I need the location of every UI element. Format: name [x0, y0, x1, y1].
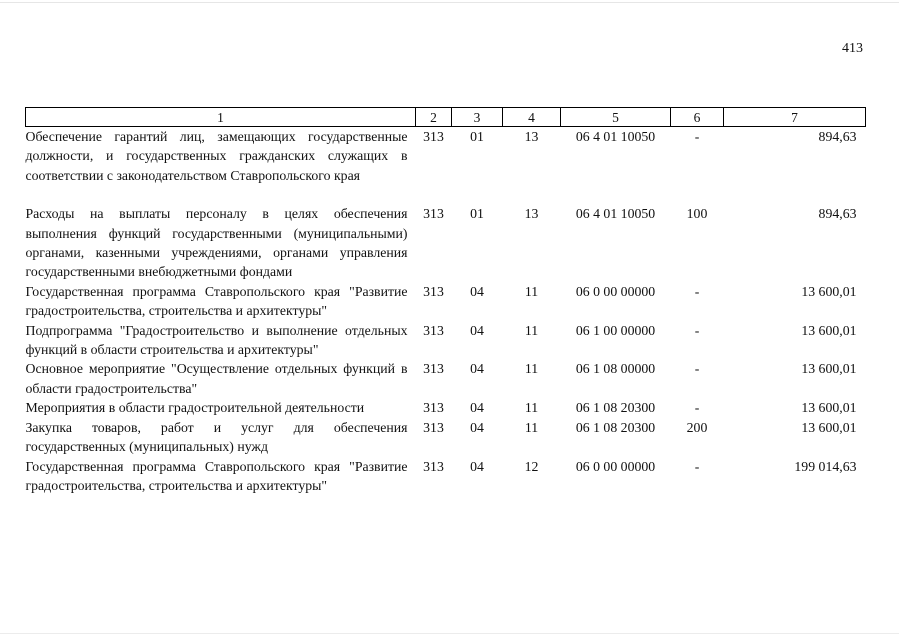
row-subsection: 11 [524, 361, 539, 377]
row-ministry-code: 313 [423, 322, 444, 338]
row-target-article: 06 4 01 10050 [575, 129, 656, 144]
row-section: 04 [470, 361, 484, 377]
table-body [26, 127, 866, 496]
row-name: Мероприятия в области градостроительной деятельности [25, 400, 365, 416]
row-ministry-code: 313 [423, 400, 444, 416]
row-amount: 199 014,63 [794, 458, 857, 474]
header-col-7: 7 [724, 108, 866, 127]
row-amount: 13 600,01 [801, 419, 857, 435]
budget-table [25, 107, 866, 495]
header-col-5: 5 [561, 108, 671, 127]
row-target-article: 06 0 00 00000 [575, 458, 656, 474]
page-number: 413 [842, 41, 863, 56]
header-row [26, 108, 866, 127]
row-expense-type: - [694, 283, 700, 299]
header-col-2: 2 [416, 108, 452, 127]
row-ministry-code: 313 [423, 458, 444, 474]
row-expense-type: - [694, 400, 700, 416]
row-target-article: 06 1 08 20300 [575, 400, 656, 416]
row-section: 04 [470, 322, 484, 338]
row-subsection: 12 [524, 458, 539, 474]
row-name: Закупка товаров, работ и услуг для обеспечения государственных (муниципальных) нужд [25, 419, 408, 455]
row-amount: 13 600,01 [801, 283, 857, 299]
row-name: Подпрограмма "Градостроительство и выполнение отдельных функций в области строительства и архитектуры" [25, 322, 408, 358]
row-section: 01 [470, 206, 484, 222]
row-ministry-code: 313 [423, 129, 444, 144]
row-subsection: 11 [524, 283, 539, 299]
row-expense-type: 200 [686, 419, 708, 435]
row-section: 04 [470, 419, 484, 435]
row-subsection: 11 [524, 400, 539, 416]
row-ministry-code: 313 [423, 206, 444, 222]
row-expense-type: 100 [686, 206, 708, 222]
row-amount: 13 600,01 [801, 361, 857, 377]
table-row [26, 457, 866, 496]
table-row [26, 359, 866, 398]
table-row [26, 321, 866, 360]
row-ministry-code: 313 [423, 419, 444, 435]
row-target-article: 06 1 00 00000 [575, 322, 656, 338]
row-name: Расходы на выплаты персоналу в целях обеспечения выполнения функций государственными (муниципальными) органами, казенными учреждениями, органами управления государственными внебюджетными фондами [25, 206, 408, 280]
row-target-article: 06 1 08 00000 [575, 361, 656, 377]
table-header [26, 108, 866, 127]
table-row [26, 398, 866, 417]
row-ministry-code: 313 [423, 361, 444, 377]
row-expense-type: - [694, 129, 700, 144]
row-section: 01 [470, 129, 484, 144]
header-col-6: 6 [671, 108, 724, 127]
row-target-article: 06 4 01 10050 [575, 206, 656, 222]
row-subsection: 13 [524, 206, 539, 222]
table-row [26, 204, 866, 282]
scan-top-edge [0, 2, 899, 3]
table-row [26, 127, 866, 186]
row-spacer [26, 185, 866, 204]
row-name: Основное мероприятие "Осуществление отдельных функций в области градостроительства" [25, 361, 408, 396]
row-expense-type: - [694, 361, 700, 377]
row-expense-type: - [694, 322, 700, 338]
row-amount: 13 600,01 [801, 400, 857, 416]
row-section: 04 [470, 400, 484, 416]
row-amount: 894,63 [818, 206, 857, 222]
row-expense-type: - [694, 458, 700, 474]
row-target-article: 06 0 00 00000 [575, 283, 656, 299]
row-subsection: 11 [524, 322, 539, 338]
row-section: 04 [470, 458, 484, 474]
row-target-article: 06 1 08 20300 [575, 419, 656, 435]
table-row [26, 418, 866, 457]
header-col-3: 3 [452, 108, 503, 127]
row-amount: 894,63 [818, 129, 857, 144]
header-col-4: 4 [503, 108, 561, 127]
row-name: Государственная программа Ставропольского края "Развитие градостроительства, строительства и архитектуры" [25, 458, 408, 493]
row-ministry-code: 313 [423, 283, 444, 299]
row-subsection: 11 [524, 419, 539, 435]
row-name: Государственная программа Ставропольского края "Развитие градостроительства, строительства и архитектуры" [25, 283, 408, 319]
header-col-1: 1 [26, 108, 416, 127]
row-amount: 13 600,01 [801, 322, 857, 338]
row-name: Обеспечение гарантий лиц, замещающих государственные должности, и государственных гражданских служащих в соответствии с законодательством Ставропольского края [25, 129, 408, 183]
scan-bottom-edge [0, 633, 899, 634]
row-section: 04 [470, 283, 484, 299]
row-subsection: 13 [524, 129, 539, 144]
table-row [26, 282, 866, 321]
